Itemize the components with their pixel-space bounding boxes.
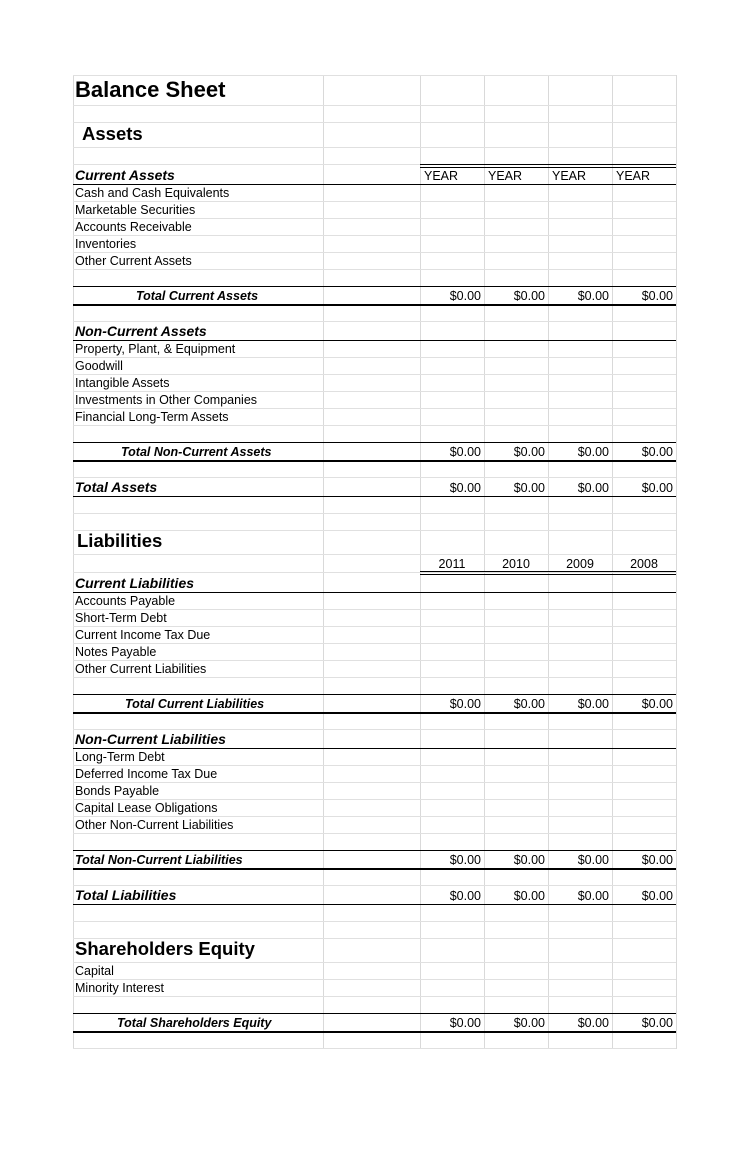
balance-sheet-grid <box>73 75 677 1049</box>
total-value[interactable]: $0.00 <box>641 853 673 867</box>
non-current-liabilities-header-row <box>73 730 676 749</box>
non-current-assets-heading[interactable]: Non-Current Assets <box>75 323 207 339</box>
line-item-row <box>73 817 676 834</box>
assets-heading[interactable]: Assets <box>82 123 143 144</box>
total-value[interactable]: $0.00 <box>449 289 481 303</box>
year-header-3[interactable]: YEAR <box>552 169 587 183</box>
total-value[interactable]: $0.00 <box>513 697 545 711</box>
total-value[interactable]: $0.00 <box>641 697 673 711</box>
liabilities-heading[interactable]: Liabilities <box>77 530 163 551</box>
line-item-row <box>73 202 676 219</box>
grid-line <box>676 75 677 1049</box>
total-equity-row <box>73 1014 676 1032</box>
line-item-row <box>73 392 676 409</box>
line-item-row <box>73 409 676 426</box>
total-value[interactable]: $0.00 <box>641 481 673 495</box>
line-item-label[interactable]: Investments in Other Companies <box>75 393 258 407</box>
blank-row <box>73 305 676 322</box>
total-value[interactable]: $0.00 <box>577 889 609 903</box>
blank-row <box>73 1032 676 1049</box>
line-item-row <box>73 644 676 661</box>
line-item-label[interactable]: Deferred Income Tax Due <box>75 767 218 781</box>
current-liabilities-heading[interactable]: Current Liabilities <box>75 575 195 591</box>
line-item-row <box>73 980 676 997</box>
page-title[interactable]: Balance Sheet <box>75 77 226 102</box>
total-assets-label[interactable]: Total Assets <box>75 479 158 495</box>
blank-row <box>73 497 676 514</box>
line-item-label[interactable]: Current Income Tax Due <box>75 628 211 642</box>
total-value[interactable]: $0.00 <box>641 889 673 903</box>
title-row <box>73 75 676 106</box>
total-value[interactable]: $0.00 <box>513 289 545 303</box>
line-item-row <box>73 963 676 980</box>
line-item-label[interactable]: Accounts Receivable <box>75 220 192 234</box>
assets-heading-row <box>73 123 676 148</box>
total-value[interactable]: $0.00 <box>449 697 481 711</box>
equity-heading-row <box>73 939 676 963</box>
total-non-current-assets-row <box>73 443 676 461</box>
total-value[interactable]: $0.00 <box>449 853 481 867</box>
blank-row <box>73 514 676 531</box>
year-header-1[interactable]: YEAR <box>424 169 459 183</box>
blank-row <box>73 905 676 922</box>
total-value[interactable]: $0.00 <box>513 1016 545 1030</box>
line-item-label[interactable]: Notes Payable <box>75 645 157 659</box>
line-item-label[interactable]: Long-Term Debt <box>75 750 165 764</box>
blank-row <box>73 106 676 123</box>
total-value[interactable]: $0.00 <box>449 889 481 903</box>
total-value[interactable]: $0.00 <box>577 1016 609 1030</box>
blank-row <box>73 678 676 695</box>
total-liabilities-row <box>73 886 676 905</box>
total-value[interactable]: $0.00 <box>577 697 609 711</box>
total-value[interactable]: $0.00 <box>577 481 609 495</box>
line-item-row <box>73 661 676 678</box>
total-value[interactable]: $0.00 <box>577 853 609 867</box>
line-item-row <box>73 800 676 817</box>
line-item-row <box>73 341 676 358</box>
non-current-assets-header-row <box>73 322 676 341</box>
line-item-row <box>73 219 676 236</box>
total-value[interactable]: $0.00 <box>641 1016 673 1030</box>
line-item-row <box>73 593 676 610</box>
total-current-assets-label[interactable]: Total Current Assets <box>136 289 259 303</box>
line-item-row <box>73 766 676 783</box>
total-non-current-liabilities-label[interactable]: Total Non-Current Liabilities <box>75 853 243 867</box>
total-equity-label[interactable]: Total Shareholders Equity <box>117 1016 272 1030</box>
total-current-assets-row <box>73 287 676 305</box>
line-item-label[interactable]: Marketable Securities <box>75 203 196 217</box>
total-current-liabilities-label[interactable]: Total Current Liabilities <box>125 697 265 711</box>
line-item-row <box>73 627 676 644</box>
line-item-row <box>73 783 676 800</box>
year-header-3[interactable]: 2009 <box>566 557 594 571</box>
line-item-row <box>73 610 676 627</box>
blank-row <box>73 713 676 730</box>
year-header-4[interactable]: YEAR <box>616 169 651 183</box>
total-value[interactable]: $0.00 <box>641 445 673 459</box>
total-value[interactable]: $0.00 <box>577 289 609 303</box>
total-value[interactable]: $0.00 <box>577 445 609 459</box>
liabilities-heading-row <box>73 531 676 555</box>
line-item-label[interactable]: Intangible Assets <box>75 376 170 390</box>
current-assets-heading[interactable]: Current Assets <box>75 167 175 183</box>
line-item-label[interactable]: Cash and Cash Equivalents <box>75 186 230 200</box>
total-value[interactable]: $0.00 <box>449 445 481 459</box>
blank-row <box>73 461 676 478</box>
line-item-label[interactable]: Accounts Payable <box>75 594 176 608</box>
blank-row <box>73 148 676 165</box>
current-liabilities-header-row <box>73 573 676 593</box>
line-item-label[interactable]: Short-Term Debt <box>75 611 167 625</box>
total-value[interactable]: $0.00 <box>513 853 545 867</box>
line-item-row <box>73 375 676 392</box>
total-value[interactable]: $0.00 <box>641 289 673 303</box>
line-item-label[interactable]: Minority Interest <box>75 981 164 995</box>
year-header-2[interactable]: YEAR <box>488 169 523 183</box>
line-item-label[interactable]: Capital <box>75 964 114 978</box>
current-assets-header-row <box>73 165 676 185</box>
line-item-label[interactable]: Other Non-Current Liabilities <box>75 818 234 832</box>
blank-row <box>73 922 676 939</box>
non-current-liabilities-heading[interactable]: Non-Current Liabilities <box>75 731 226 747</box>
equity-heading[interactable]: Shareholders Equity <box>75 938 255 959</box>
year-header-2[interactable]: 2010 <box>502 557 530 571</box>
total-value[interactable]: $0.00 <box>513 445 545 459</box>
blank-row <box>73 997 676 1014</box>
line-item-label[interactable]: Capital Lease Obligations <box>75 801 218 815</box>
line-item-label[interactable]: Inventories <box>75 237 137 251</box>
line-item-label[interactable]: Other Current Assets <box>75 254 192 268</box>
year-header-1[interactable]: 2011 <box>438 557 466 571</box>
line-item-label[interactable]: Goodwill <box>75 359 123 373</box>
blank-row <box>73 834 676 851</box>
total-current-liabilities-row <box>73 695 676 713</box>
total-value[interactable]: $0.00 <box>513 481 545 495</box>
total-assets-row <box>73 478 676 497</box>
year-header-4[interactable]: 2008 <box>630 557 658 571</box>
line-item-row <box>73 358 676 375</box>
total-value[interactable]: $0.00 <box>513 889 545 903</box>
blank-row <box>73 426 676 443</box>
total-value[interactable]: $0.00 <box>449 1016 481 1030</box>
blank-row <box>73 869 676 886</box>
line-item-row <box>73 236 676 253</box>
total-non-current-assets-label[interactable]: Total Non-Current Assets <box>121 445 272 459</box>
line-item-row <box>73 253 676 270</box>
line-item-label[interactable]: Other Current Liabilities <box>75 662 207 676</box>
blank-row <box>73 270 676 287</box>
line-item-label[interactable]: Property, Plant, & Equipment <box>75 342 236 356</box>
line-item-row <box>73 749 676 766</box>
line-item-row <box>73 185 676 202</box>
line-item-label[interactable]: Financial Long-Term Assets <box>75 410 229 424</box>
line-item-label[interactable]: Bonds Payable <box>75 784 160 798</box>
total-liabilities-label[interactable]: Total Liabilities <box>75 887 177 903</box>
total-value[interactable]: $0.00 <box>449 481 481 495</box>
total-non-current-liabilities-row <box>73 851 676 869</box>
